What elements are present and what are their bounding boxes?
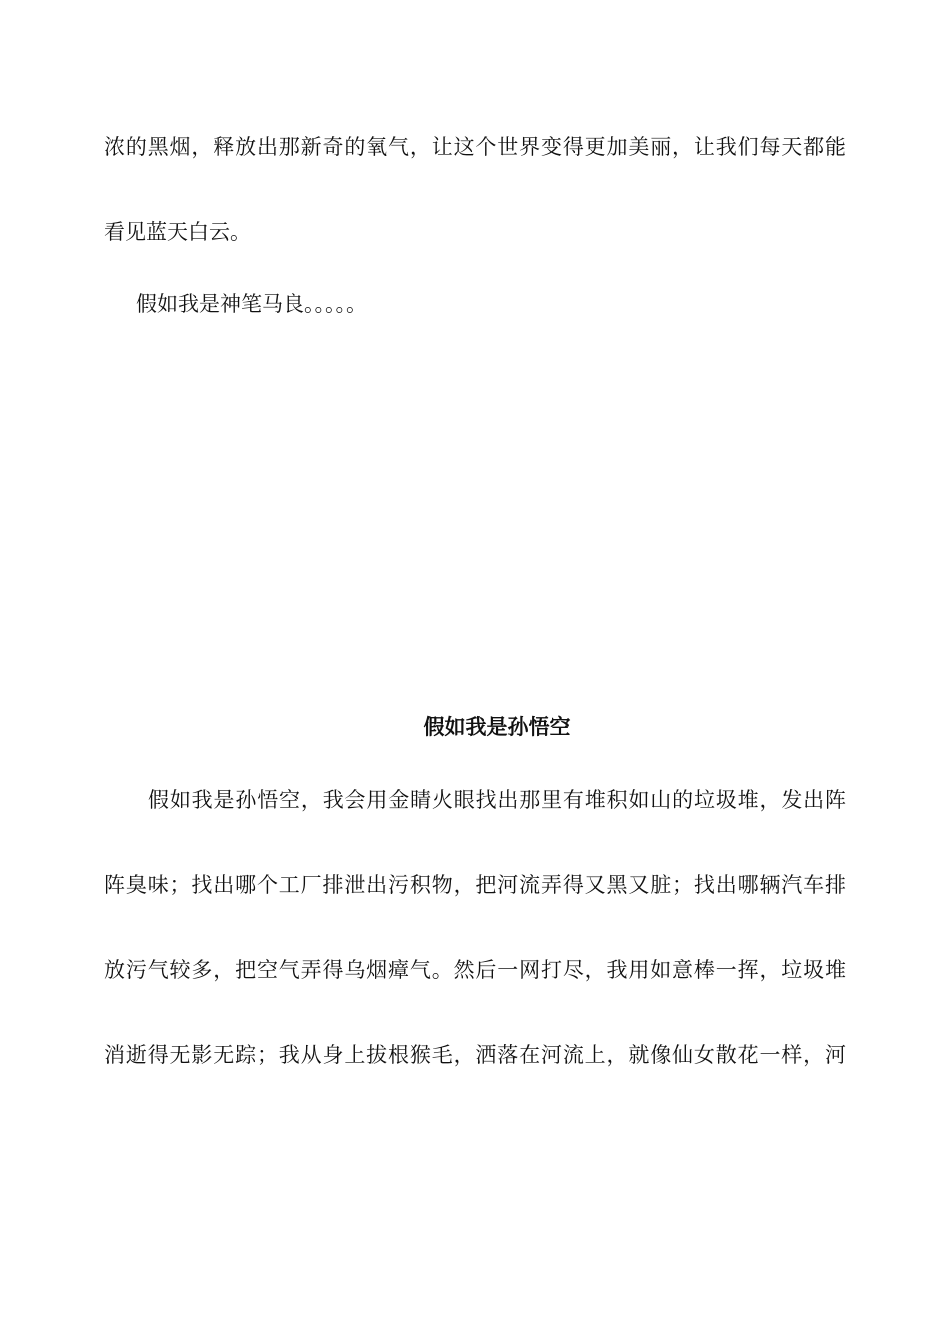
section-title: 假如我是孙悟空	[423, 715, 571, 739]
paragraph-line: 看见蓝天白云。	[104, 220, 251, 244]
paragraph-line: 放污气较多，把空气弄得乌烟瘴气。然后一网打尽，我用如意棒一挥，垃圾堆	[104, 958, 846, 982]
closing-line: 假如我是神笔马良。。。。。	[136, 292, 367, 316]
paragraph-line: 假如我是孙悟空，我会用金睛火眼找出那里有堆积如山的垃圾堆，发出阵	[148, 788, 846, 812]
paragraph-line: 浓的黑烟，释放出那新奇的氧气，让这个世界变得更加美丽，让我们每天都能	[104, 135, 846, 159]
paragraph-line: 阵臭味；找出哪个工厂排泄出污积物，把河流弄得又黑又脏；找出哪辆汽车排	[104, 873, 846, 897]
paragraph-line: 消逝得无影无踪；我从身上拔根猴毛，洒落在河流上，就像仙女散花一样，河	[104, 1043, 846, 1067]
